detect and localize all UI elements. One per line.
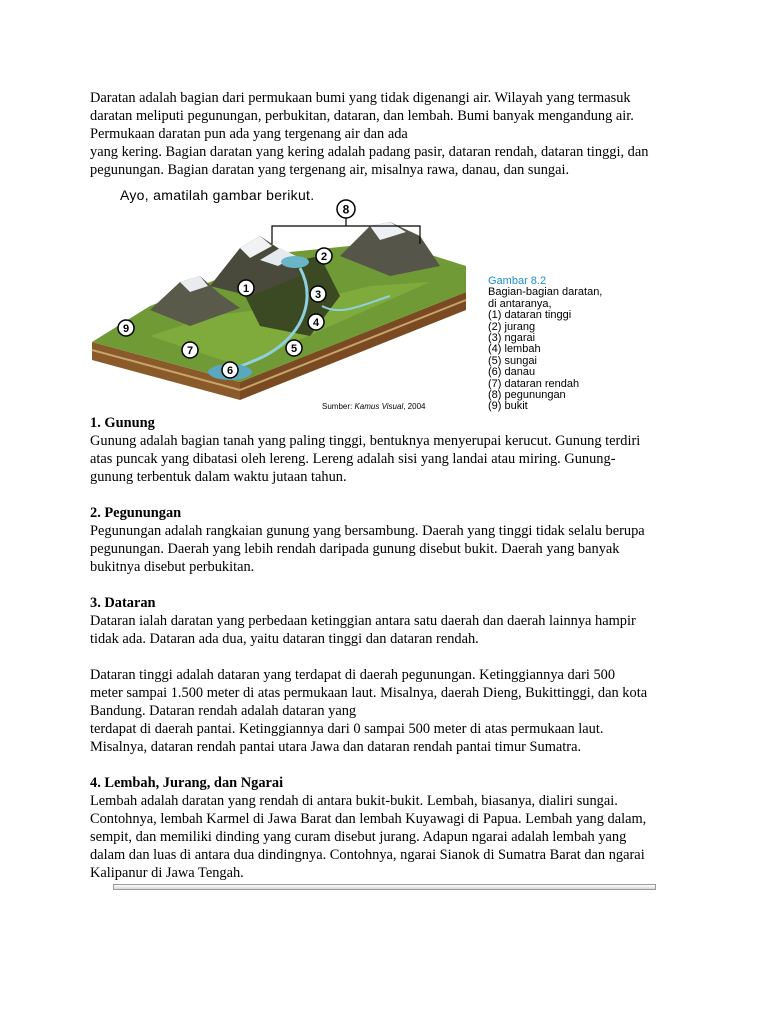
marker-5 <box>286 340 302 356</box>
text-line: Daratan adalah bagian dari permukaan bumi yang tidak digenangi air. Wilayah yang termasuk <box>90 90 631 106</box>
legend-item: (9) bukit <box>488 400 528 413</box>
text-line: yang kering. Bagian daratan yang kering adalah padang pasir, dataran rendah, dataran tinggi, dan <box>90 144 649 160</box>
legend-item: (2) jurang <box>488 320 536 333</box>
figure-legend <box>488 276 602 413</box>
intro-paragraph <box>90 89 690 179</box>
legend-item: (8) pegunungan <box>488 389 566 402</box>
text-line: Kalipanur di Jawa Tengah. <box>90 865 244 881</box>
marker-3 <box>310 286 326 302</box>
source-year: , 2004 <box>403 402 426 411</box>
text-line: meter sampai 1.500 meter di atas permukaan laut. Misalnya, daerah Dieng, Bukittinggi, dan kota <box>90 685 648 701</box>
section-dataran <box>90 594 690 756</box>
text-line: Dataran tinggi adalah dataran yang terdapat di daerah pegunungan. Ketinggiannya dari 500 <box>90 667 616 683</box>
svg-text:2: 2 <box>320 251 328 263</box>
text-line: Contohnya, lembah Karmel di Jawa Barat dan lembah Kuyawagi di Papua. Lembah yang dalam, <box>90 811 647 827</box>
landform-illustration <box>90 186 490 414</box>
source-reference: Kamus Visual <box>354 402 404 411</box>
svg-text:5: 5 <box>290 343 298 355</box>
legend-item: (6) danau <box>488 366 536 379</box>
svg-text:8: 8 <box>342 202 350 217</box>
text-line: tidak ada. Dataran ada dua, yaitu dataran tinggi dan dataran rendah. <box>90 631 479 647</box>
svg-text:7: 7 <box>186 345 194 357</box>
marker-6 <box>222 362 238 378</box>
section-gunung <box>90 414 690 486</box>
legend-item: (1) dataran tinggi <box>488 309 572 322</box>
text-line: terdapat di daerah pantai. Ketinggiannya dari 0 sampai 500 meter di atas permukaan laut. <box>90 721 604 737</box>
legend-title: Gambar 8.2 <box>488 275 547 287</box>
marker-8 <box>337 200 355 218</box>
legend-subtitle: Bagian-bagian daratan, <box>488 286 603 299</box>
section-heading: 2. Pegunungan <box>90 505 182 521</box>
section-heading: 4. Lembah, Jurang, dan Ngarai <box>90 775 284 791</box>
figure-title: Ayo, amatilah gambar berikut. <box>120 187 315 203</box>
legend-item: (4) lembah <box>488 343 541 356</box>
legend-subtitle: di antaranya, <box>488 297 552 310</box>
marker-1 <box>238 280 254 296</box>
text-line: gunung terbentuk dalam waktu jutaan tahun. <box>90 469 347 485</box>
marker-7 <box>182 342 198 358</box>
text-line: atas puncak yang dibatasi oleh lereng. Lereng adalah sisi yang landai atau miring. Gunung- <box>90 451 616 467</box>
text-line: Permukaan daratan pun ada yang tergenang air dan ada <box>90 126 408 142</box>
text-line: Gunung adalah bagian tanah yang paling tinggi, bentuknya menyerupai kerucut. Gunung terdiri <box>90 433 641 449</box>
text-line: bukitnya disebut perbukitan. <box>90 559 255 575</box>
horizontal-rule <box>113 884 656 890</box>
section-pegunungan <box>90 504 690 576</box>
svg-text:3: 3 <box>314 289 322 301</box>
legend-item: (5) sungai <box>488 354 537 367</box>
section-heading: 3. Dataran <box>90 595 156 611</box>
figure-source <box>322 398 425 416</box>
text-line: sempit, dan memiliki dinding yang curam disebut jurang. Adapun ngarai adalah lembah yang <box>90 829 627 845</box>
svg-text:1: 1 <box>242 283 250 295</box>
legend-item: (3) ngarai <box>488 332 536 345</box>
text-line: dalam dan luas di antara dua dindingnya. Contohnya, ngarai Sianok di Sumatra Barat dan ngarai <box>90 847 645 863</box>
text-line: pegunungan. Daerah yang lebih rendah daripada gunung disebut bukit. Daerah yang banyak <box>90 541 620 557</box>
section-lembah <box>90 774 690 882</box>
svg-text:4: 4 <box>312 317 320 329</box>
text-line: Bandung. Dataran rendah adalah dataran yang <box>90 703 357 719</box>
text-line: Dataran ialah daratan yang perbedaan ketinggian antara satu daerah dan daerah lainnya hampir <box>90 613 636 629</box>
document-body <box>90 89 690 882</box>
upper-lake <box>281 256 309 268</box>
marker-9 <box>118 320 134 336</box>
source-label: Sumber: <box>322 402 353 411</box>
text-line: Pegunungan adalah rangkaian gunung yang bersambung. Daerah yang tinggi tidak selalu berupa <box>90 523 645 539</box>
marker-2 <box>316 248 332 264</box>
svg-text:9: 9 <box>122 323 130 335</box>
marker-4 <box>308 314 324 330</box>
text-line: Lembah adalah daratan yang rendah di antara bukit-bukit. Lembah, biasanya, dialiri sungai. <box>90 793 618 809</box>
section-heading: 1. Gunung <box>90 415 155 431</box>
landform-figure <box>90 186 650 414</box>
text-line: pegunungan. Bagian daratan yang tergenang air, misalnya rawa, danau, dan sungai. <box>90 162 570 178</box>
text-line: Misalnya, dataran rendah pantai utara Jawa dan dataran rendah pantai timur Sumatra. <box>90 739 582 755</box>
svg-text:6: 6 <box>226 365 234 377</box>
text-line: daratan meliputi pegunungan, perbukitan, dataran, dan lembah. Bumi banyak mengandung air. <box>90 108 634 124</box>
legend-item: (7) dataran rendah <box>488 377 580 390</box>
